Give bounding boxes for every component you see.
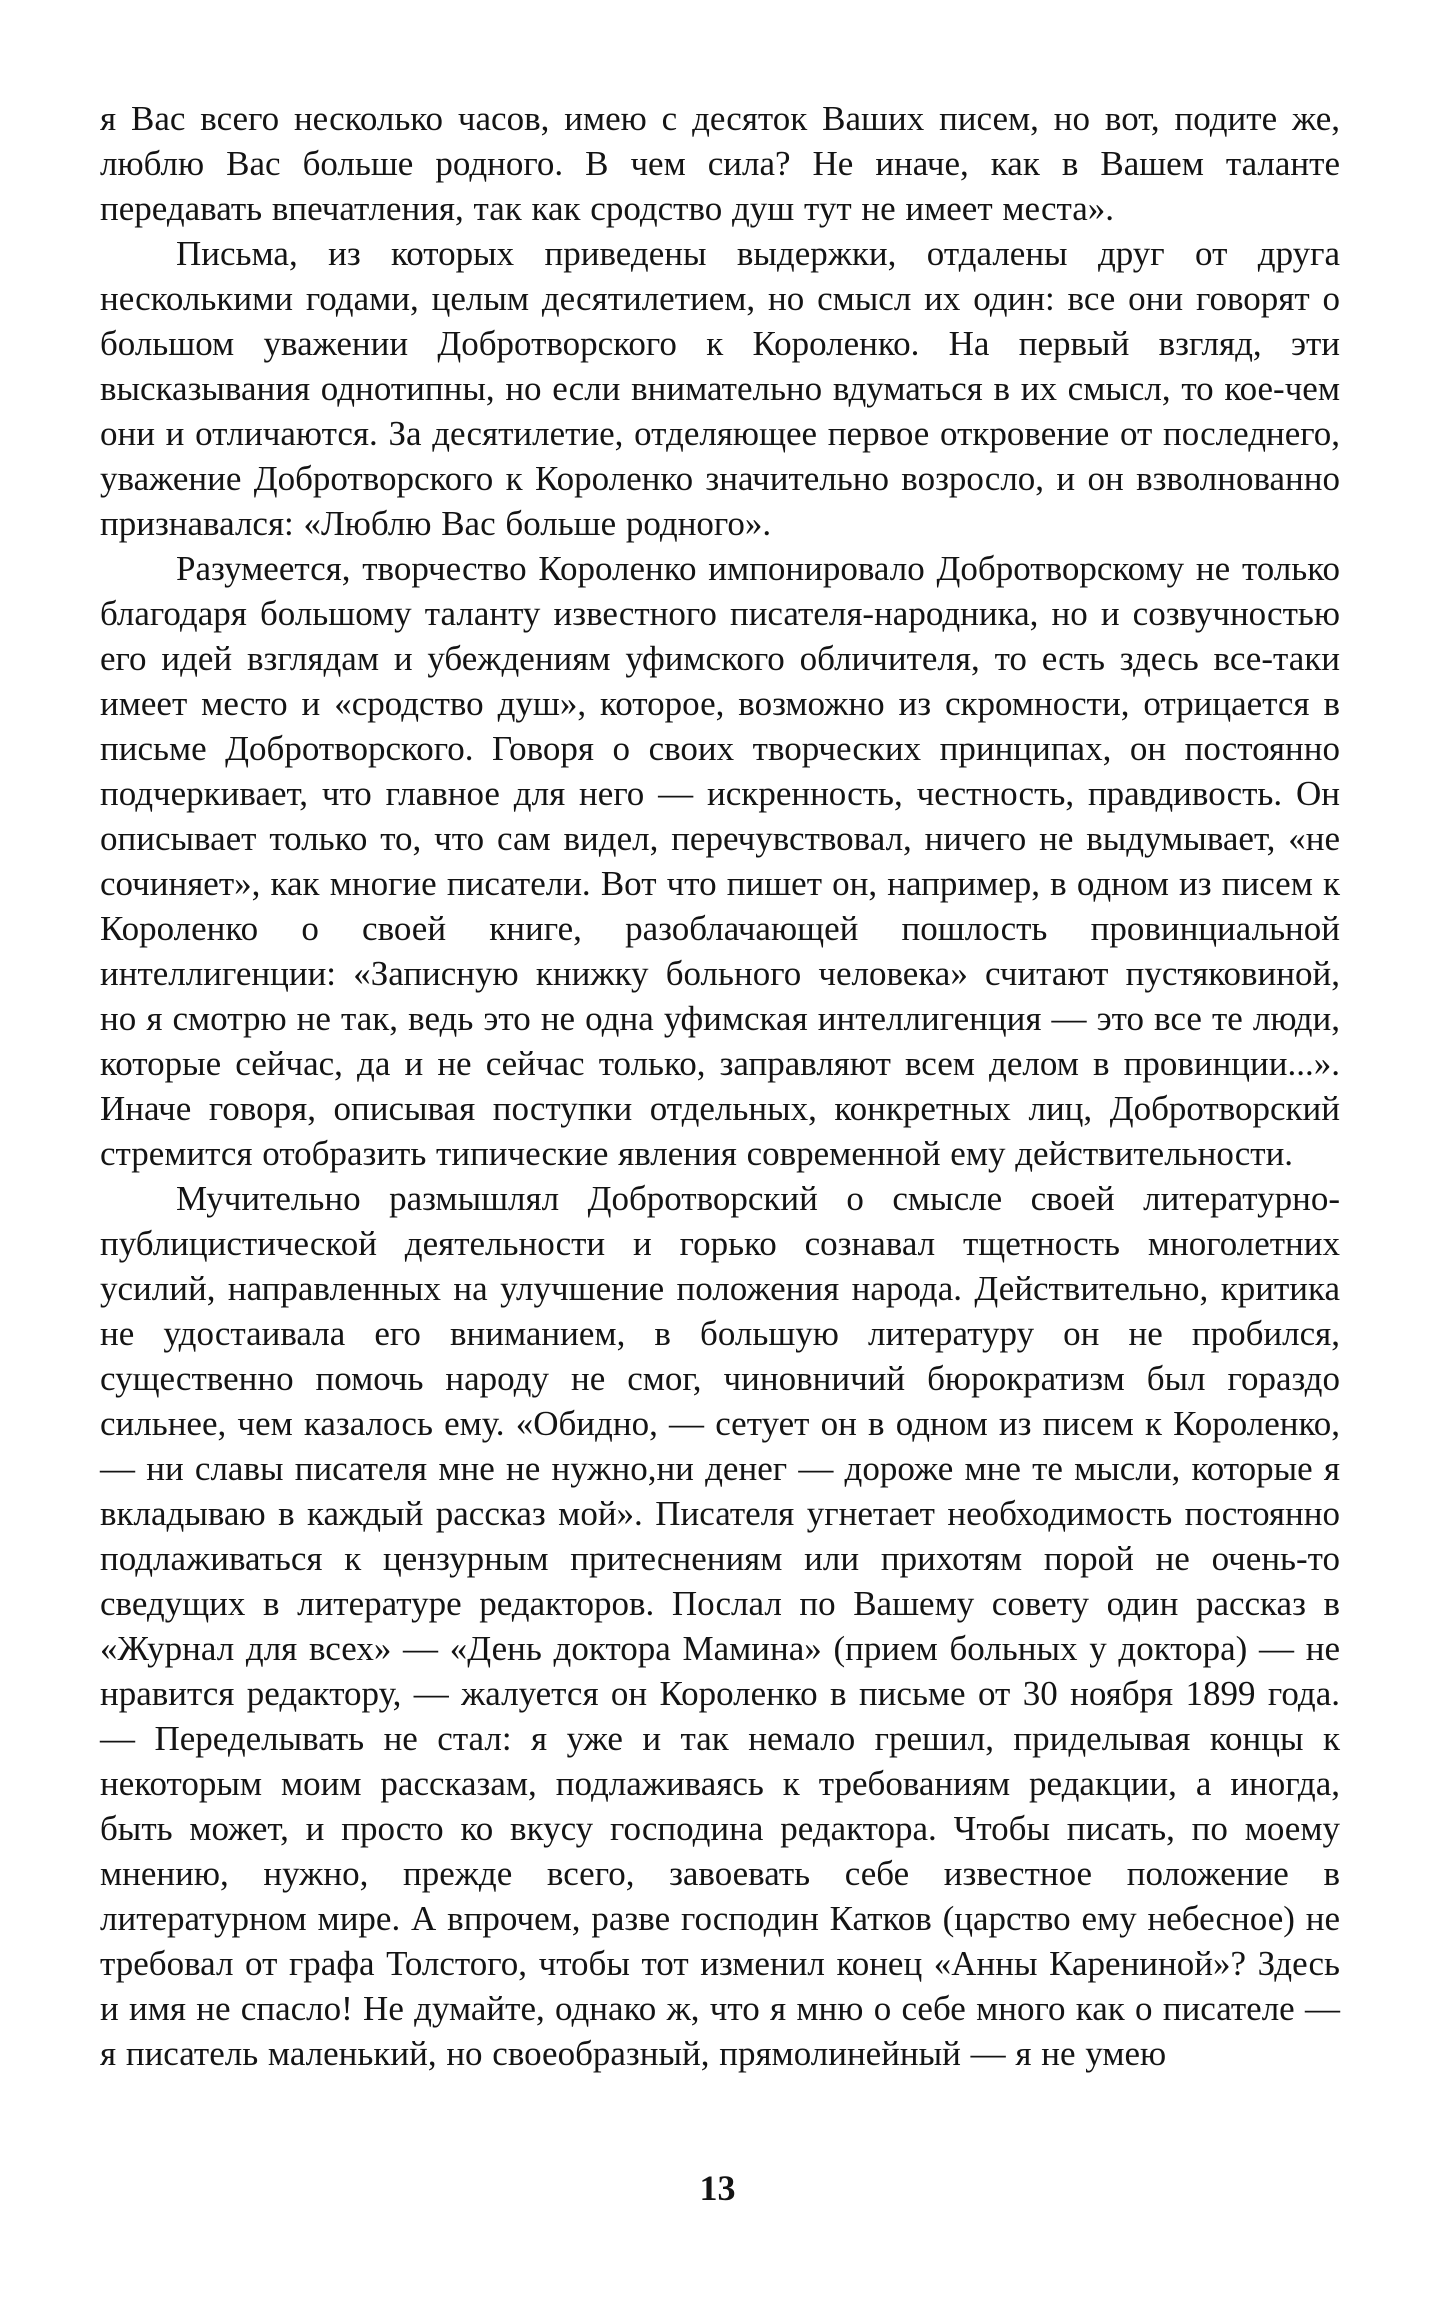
paragraph-literary-struggle: Мучительно размышлял Добротворский о смысле своей литературно-публицистической деятельности и горько сознавал тщетность многолетних усилий, направленных на улучшение положения народа. Действительно, критика не удостаивала его вниманием, в большую литературу он не пробился, существенно помочь народу не смог, чиновничий бюрократизм был гораздо сильнее, чем казалось ему. «Обидно, — сетует он в одном из писем к Короленко, — ни славы писателя мне не нужно,ни денег — дороже мне те мысли, которые я вкладываю в каждый рассказ мой». Писателя угнетает необходимость постоянно подлаживаться к цензурным притеснениям или прихотям порой не очень-то сведущих в литературе редакторов. Послал по Вашему совету один рассказ в «Журнал для всех» — «День доктора Мамина» (прием больных у доктора) — не нравится редактору, — жалуется он Короленко в письме от 30 ноября 1899 года. — Переделывать не стал: я уже и так немало грешил, приделывая концы к некоторым моим рассказам, подлаживаясь к требованиям редакции, а иногда, быть может, и просто ко вкусу господина редактора. Чтобы писать, по моему мнению, нужно, прежде всего, завоевать себе известное положение в литературном мире. А впрочем, разве господин Катков (царство ему небесное) не требовал от графа Толстого, чтобы тот изменил конец «Анны Карениной»? Здесь и имя не спасло! Не думайте, однако ж, что я мню о себе много как о писателе — я писатель маленький, но своеобразный, прямолинейный — я не умею [100, 1179, 1340, 2073]
paragraph-continuation: я Вас всего несколько часов, имею с десяток Ваших писем, но вот, подите же, люблю Вас больше родного. В чем сила? Не иначе, как в Вашем таланте передавать впечатления, так как сродство душ тут не имеет места». [100, 99, 1340, 228]
body-text [100, 96, 1340, 2076]
paragraph-letters-summary: Письма, из которых приведены выдержки, отдалены друг от друга несколькими годами, целым десятилетием, но смысл их один: все они говорят о большом уважении Добротворского к Короленко. На первый взгляд, эти высказывания однотипны, но если внимательно вдуматься в их смысл, то кое-чем они и отличаются. За десятилетие, отделяющее первое откровение от последнего, уважение Добротворского к Короленко значительно возросло, и он взволнованно признавался: «Люблю Вас больше родного». [100, 234, 1340, 543]
paragraph-korolenko-influence: Разумеется, творчество Короленко импонировало Добротворскому не только благодаря большому таланту известного писателя-народника, но и созвучностью его идей взглядам и убеждениям уфимского обличителя, то есть здесь все-таки имеет место и «сродство душ», которое, возможно из скромности, отрицается в письме Добротворского. Говоря о своих творческих принципах, он постоянно подчеркивает, что главное для него — искренность, честность, правдивость. Он описывает только то, что сам видел, перечувствовал, ничего не выдумывает, «не сочиняет», как многие писатели. Вот что пишет он, например, в одном из писем к Короленко о своей книге, разоблачающей пошлость провинциальной интеллигенции: «Записную книжку больного человека» считают пустяковиной, но я смотрю не так, ведь это не одна уфимская интеллигенция — это все те люди, которые сейчас, да и не сейчас только, заправляют всем делом в провинции...». Иначе говоря, описывая поступки отдельных, конкретных лиц, Добротворский стремится отобразить типические явления современной ему действительности. [100, 549, 1340, 1173]
page-number: 13 [699, 2168, 736, 2208]
